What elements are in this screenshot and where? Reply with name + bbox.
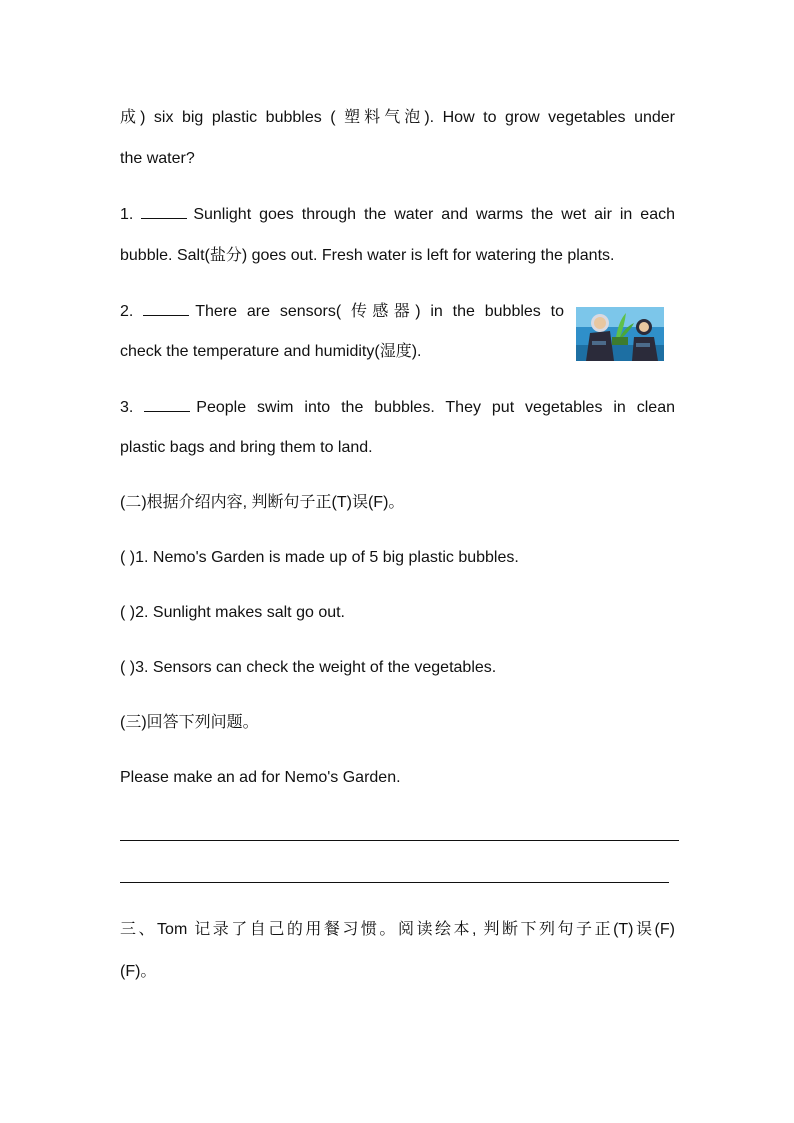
- step-1-text: Sunlight goes through the water and warms the wet air in each: [193, 206, 675, 223]
- divers-with-plants-icon: [576, 307, 664, 361]
- tf-item-3[interactable]: ( )3. Sensors can check the weight of the vegetables.: [120, 659, 497, 676]
- step-2-line-2: check the temperature and humidity(湿度).: [120, 343, 422, 360]
- step-2-blank[interactable]: [143, 301, 189, 316]
- part-3-heading-line-1: 三、Tom 记录了自己的用餐习惯。阅读绘本, 判断下列句子正(T)误(F): [120, 921, 675, 938]
- tf-item-1[interactable]: ( )1. Nemo's Garden is made up of 5 big plastic bubbles.: [120, 549, 519, 566]
- step-2-text: There are sensors( 传感器) in the bubbles to: [195, 303, 564, 320]
- step-2-line-1: [120, 301, 564, 322]
- passage-intro-line-2: the water?: [120, 150, 195, 167]
- step-3-blank[interactable]: [144, 397, 190, 412]
- part-3-heading-line-2: (F)。: [120, 963, 157, 980]
- answer-line-1[interactable]: [120, 840, 679, 841]
- step-1-blank[interactable]: [141, 204, 187, 219]
- step-3-text: People swim into the bubbles. They put vegetables in clean: [196, 399, 675, 416]
- step-3-number: 3.: [120, 399, 134, 416]
- answer-line-2[interactable]: [120, 882, 669, 883]
- section-3-heading: (三)回答下列问题。: [120, 714, 259, 731]
- tf-item-2[interactable]: ( )2. Sunlight makes salt go out.: [120, 604, 345, 621]
- ad-prompt: Please make an ad for Nemo's Garden.: [120, 769, 401, 786]
- step-3-line-1: [120, 397, 675, 418]
- step-3-line-2: plastic bags and bring them to land.: [120, 439, 373, 456]
- step-2-number: 2.: [120, 303, 134, 320]
- passage-intro-line-1: 成) six big plastic bubbles ( 塑料气泡). How to grow vegetables under: [120, 109, 675, 126]
- step-1-line-2: bubble. Salt(盐分) goes out. Fresh water is left for watering the plants.: [120, 247, 615, 264]
- section-2-heading: (二)根据介绍内容, 判断句子正(T)误(F)。: [120, 494, 405, 511]
- divers-illustration: [576, 307, 664, 361]
- step-1-number: 1.: [120, 206, 134, 223]
- step-1-line-1: [120, 204, 675, 225]
